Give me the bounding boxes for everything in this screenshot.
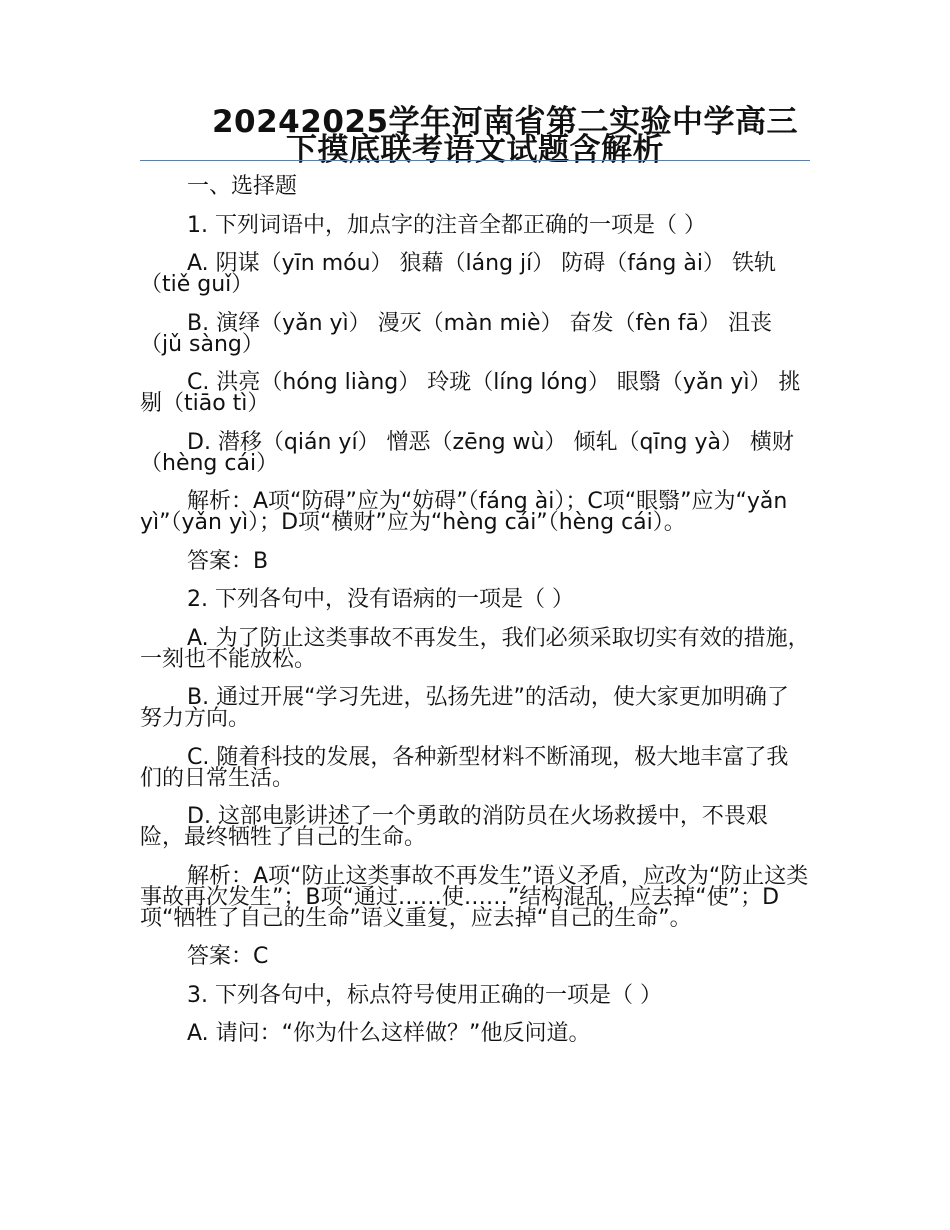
question-2: 2. 下列各句中，没有语病的一项是（ ） <box>187 587 574 612</box>
document-body <box>140 176 810 1062</box>
option-2c: C. 随着科技的发展，各种新型材料不断涌现，极大地丰富了我们的日常生活。 <box>140 744 789 791</box>
section-heading: 一、选择题 <box>187 174 298 199</box>
answer-2: 答案：C <box>187 944 269 969</box>
option-1b: B. 演绎（yǎn yì） 漫灭（màn miè） 奋发（fèn fā） 沮丧（jǔ sàng） <box>140 310 772 357</box>
question-3: 3. 下列各句中，标点符号使用正确的一项是（ ） <box>187 982 662 1008</box>
analysis-1: 解析：A项“防碍”应为“妨碍”（fáng ài）；C项“眼翳”应为“yǎn yì”（yǎn yì）；D项“横财”应为“hèng cái”（hèng cái）。 <box>140 489 788 535</box>
option-3a: A. 请问：“你为什么这样做？”他反问道。 <box>187 1021 591 1046</box>
title-divider <box>140 160 810 161</box>
option-1c: C. 洪亮（hóng liàng） 玲珑（líng lóng） 眼翳（yǎn yì） 挑剔（tiāo tì） <box>140 370 801 416</box>
option-1a: A. 阴谋（yīn móu） 狼藉（láng jí） 防碍（fáng ài） 铁轨（tiě guǐ） <box>140 251 776 297</box>
answer-1: 答案：B <box>187 548 269 574</box>
question-1: 1. 下列词语中，加点字的注音全都正确的一项是（ ） <box>187 212 706 238</box>
option-1d: D. 潜移（qián yí） 憎恶（zēng wù） 倾轧（qīng yà） 横财（hèng cái） <box>140 429 794 476</box>
option-2a: A. 为了防止这类事故不再发生，我们必须采取切实有效的措施，一刻也不能放松。 <box>140 625 810 672</box>
analysis-2: 解析：A项“防止这类事故不再发生”语义矛盾，应改为“防止这类事故再次发生”；B项“通过……使……”结构混乱，应去掉“使”；D项“牺牲了自己的生命”语义重复，应去掉“自己的生命”。 <box>140 863 809 931</box>
document-title: 20242025学年河南省第二实验中学高三下摸底联考语文试题含解析 <box>211 104 799 168</box>
option-2b: B. 通过开展“学习先进，弘扬先进”的活动，使大家更加明确了努力方向。 <box>140 685 789 731</box>
option-2d: D. 这部电影讲述了一个勇敢的消防员在火场救援中，不畏艰险，最终牺牲了自己的生命。 <box>140 804 768 850</box>
